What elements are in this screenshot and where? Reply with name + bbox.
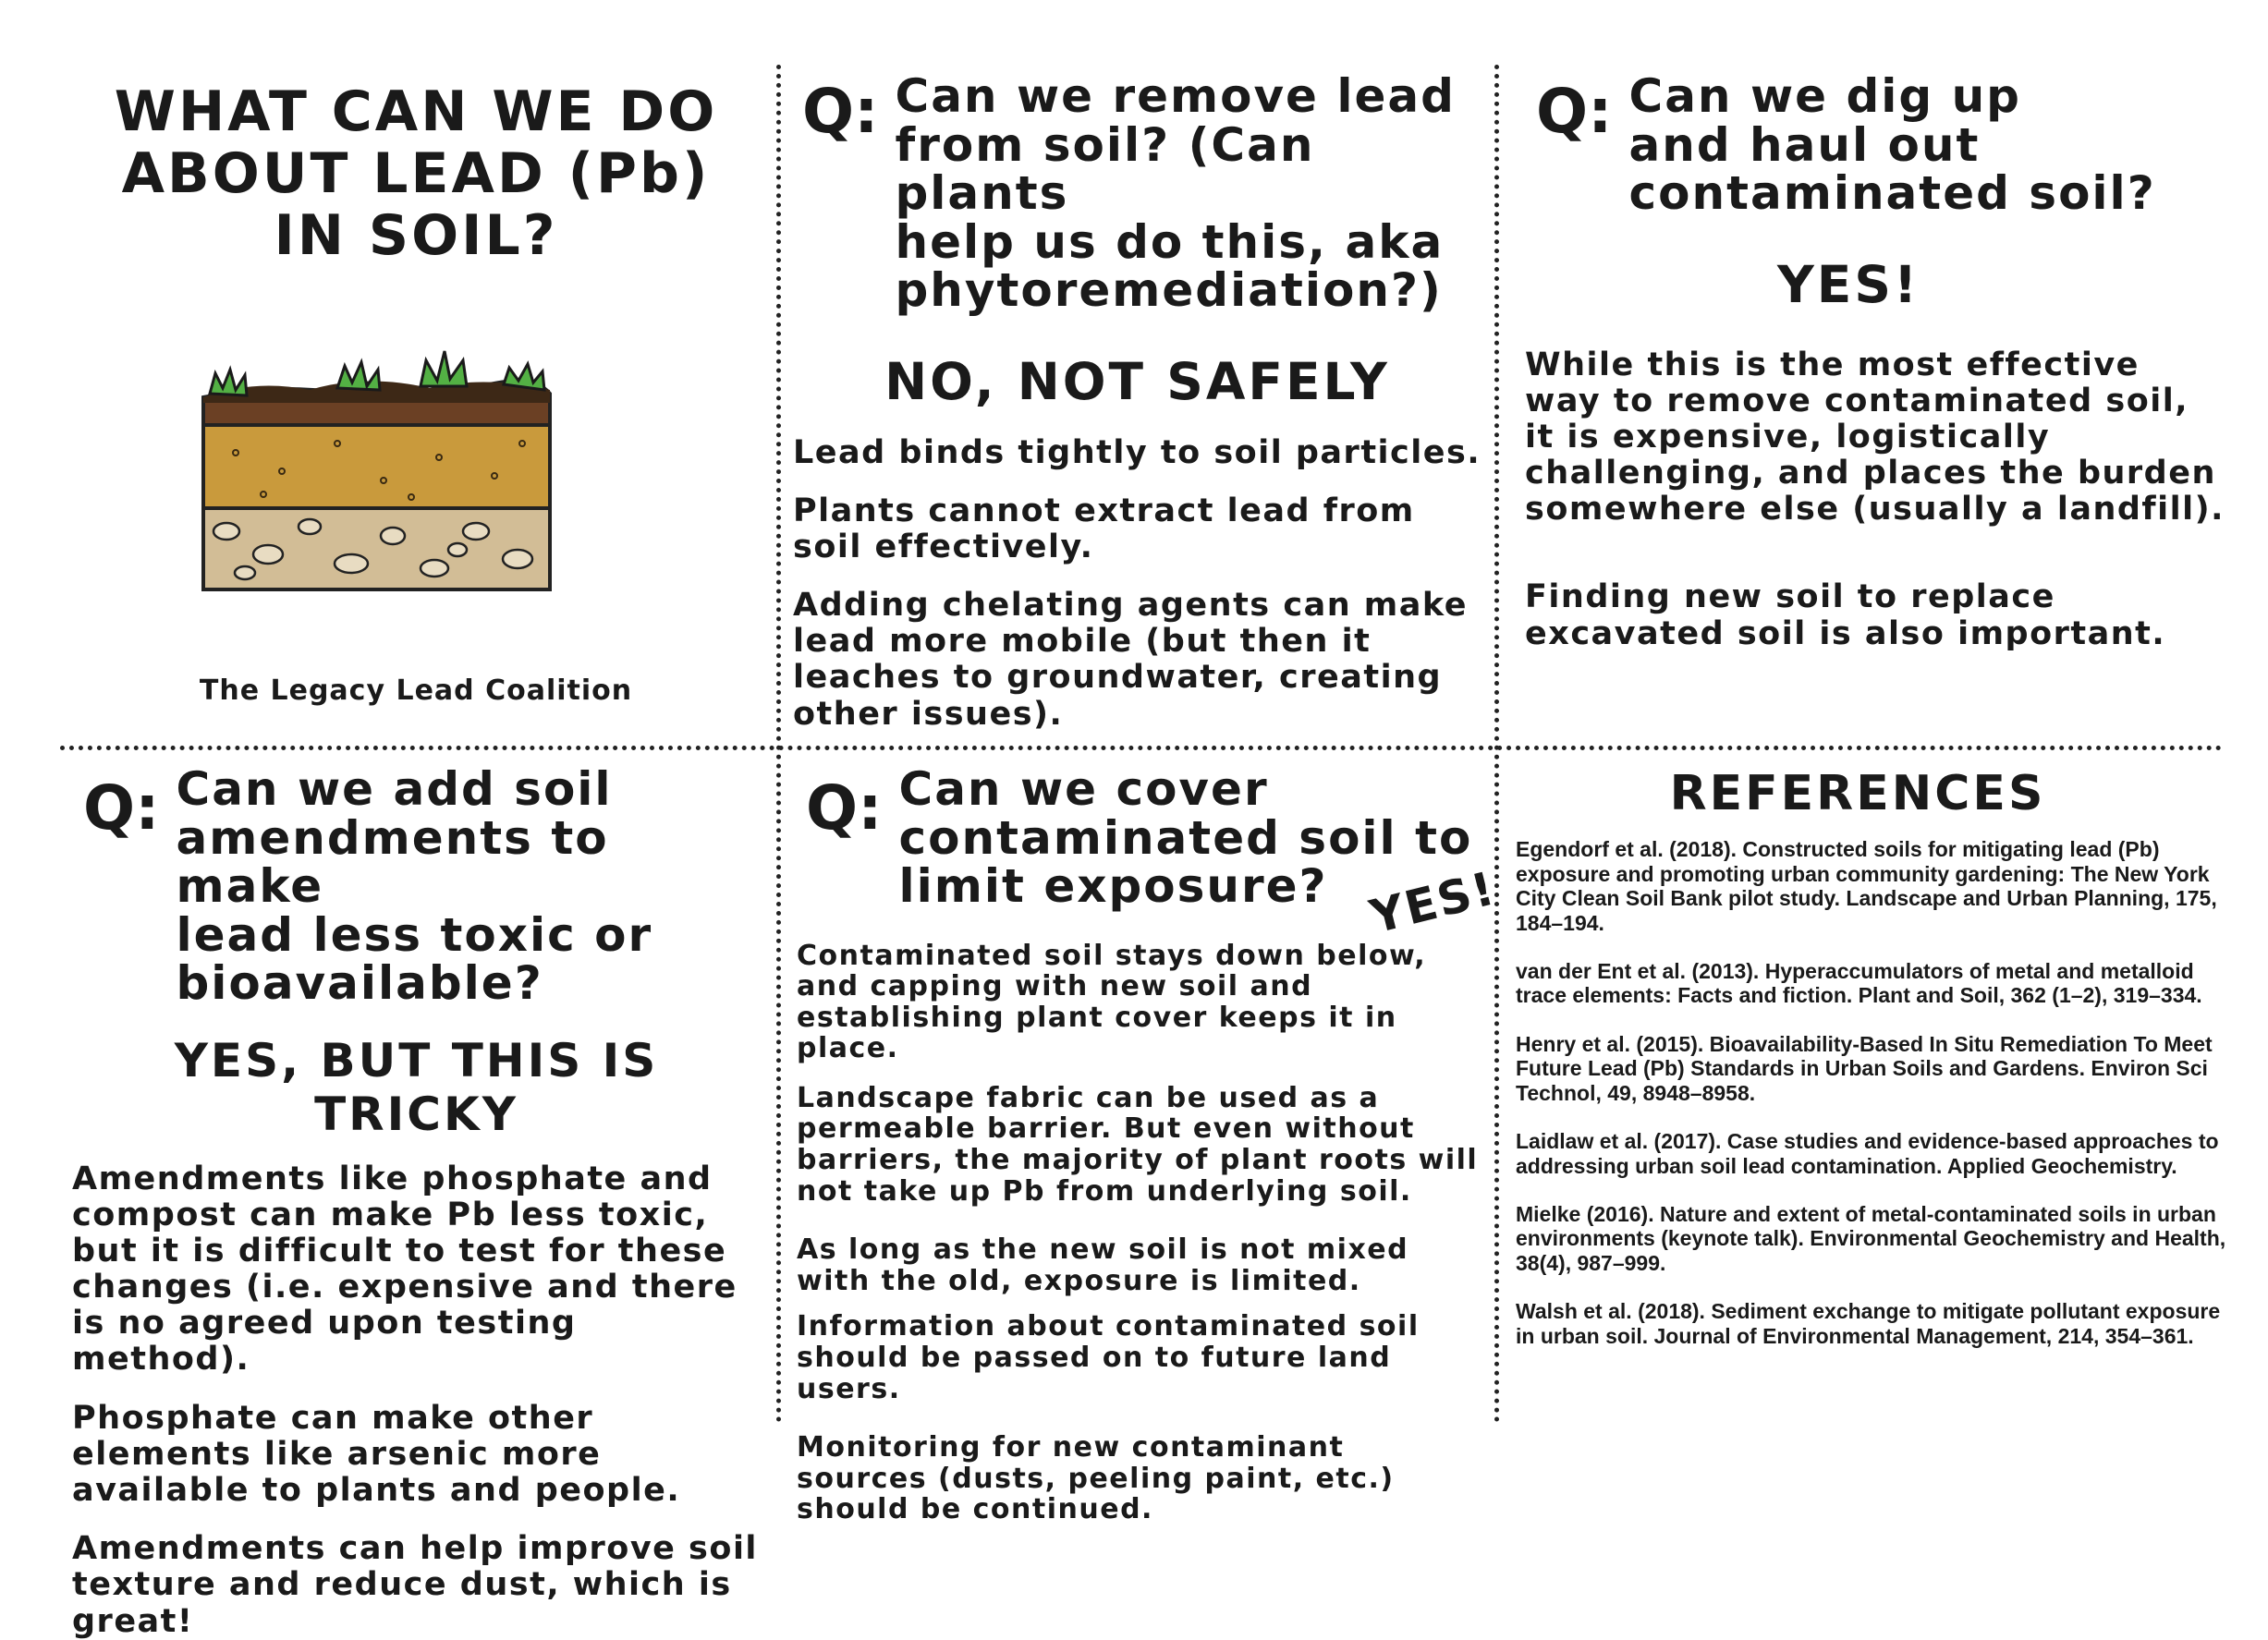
panel-excavation (1525, 69, 2227, 728)
panel-amendments (72, 762, 761, 1640)
answer-body (797, 941, 1485, 1526)
paragraph: Adding chelating agents can make lead more mobile (but then it leaches to groundwater, creating other issues). (793, 587, 1468, 733)
answer-body (72, 1161, 761, 1640)
reference-item: Egendorf et al. (2018). Constructed soils for mitigating lead (Pb) exposure and promoting urban community gardening: The New York City Clean Soil Bank pilot study. Landscape and Urban Planning, 175, 184–194. (1516, 837, 2217, 935)
question-line: and haul out (1628, 117, 1981, 172)
q-label: Q: (83, 772, 160, 844)
question-line: limit exposure? (898, 859, 1328, 913)
reference-item: van der Ent et al. (2013). Hyperaccumulators of metal and metalloid trace elements: Facts and fiction. Plant and Soil, 362 (1–2), 319–334. (1516, 958, 2202, 1008)
paragraph: Landscape fabric can be used as a permeable barrier. But even without barriers, the majority of plant roots will not take up Pb from underlying soil. (797, 1081, 1479, 1208)
question-text (1628, 69, 2156, 220)
paragraph: While this is the most effective way to remove contaminated soil, it is expensive, logistically challenging, and places the burden somewhere else (usually a landfill). (1525, 346, 2225, 528)
answer-stamp: YES! (1365, 861, 1502, 944)
answer-body (1525, 347, 2227, 652)
page-title (65, 81, 767, 268)
q-label: Q: (1536, 76, 1613, 147)
paragraph: Finding new soil to replace excavated soil is also important. (1525, 578, 2166, 652)
paragraph: Amendments can help improve soil texture and reduce dust, which is great! (72, 1530, 758, 1640)
question-text (895, 69, 1482, 317)
question-line: Can we dig up (1628, 69, 2021, 123)
panel-intro (65, 74, 767, 721)
question-line: help us do this, aka (895, 214, 1445, 269)
paragraph: Amendments like phosphate and compost can make Pb less toxic, but it is difficult to test for these changes (i.e. expensive and there is no agreed upon testing method). (72, 1160, 738, 1379)
title-line: WHAT CAN WE DO (114, 79, 718, 144)
paragraph: Contaminated soil stays down below, and capping with new soil and establishing plant cover keeps it in place. (797, 939, 1427, 1065)
paragraph: As long as the new soil is not mixed with the old, exposure is limited. (797, 1233, 1409, 1297)
paragraph: Plants cannot extract lead from soil effectively. (793, 492, 1415, 565)
question-block (1536, 69, 2227, 220)
title-line: IN SOIL? (274, 203, 558, 269)
title-line: ABOUT LEAD (Pb) (121, 141, 711, 207)
question-line: contaminated soil to (898, 810, 1473, 865)
credit-text: The Legacy Lead Coalition (199, 674, 633, 707)
reference-item: Henry et al. (2015). Bioavailability-Based In Situ Remediation To Meet Future Lead (Pb) Standards in Urban Soils and Gardens. Environ Sci Technol, 49, 8948–8958. (1516, 1031, 2213, 1105)
question-line: from soil? (Can plants (895, 117, 1315, 220)
panel-capping (797, 762, 1502, 1526)
question-block (802, 69, 1482, 317)
paragraph: Monitoring for new contaminant sources (dusts, peeling paint, etc.) should be continued. (797, 1431, 1395, 1526)
reference-item: Walsh et al. (2018). Sediment exchange to mitigate pollutant exposure in urban soil. Journal of Environmental Management, 214, 354–361. (1516, 1299, 2221, 1348)
references-title: REFERENCES (1669, 766, 2046, 821)
panel-references (1516, 767, 2227, 1451)
q-label: Q: (806, 772, 883, 844)
divider-horizontal (60, 746, 2223, 750)
reference-list (1516, 837, 2227, 1348)
paragraph: Lead binds tightly to soil particles. (793, 433, 1482, 471)
question-line: amendments to make (176, 810, 609, 913)
question-line: bioavailable? (176, 956, 543, 1010)
paragraph: Information about contaminated soil should be passed on to future land users. (797, 1310, 1420, 1405)
question-line: phytoremediation?) (895, 263, 1443, 317)
question-block (83, 762, 761, 1010)
q-label: Q: (802, 76, 879, 147)
answer-heading: NO, NOT SAFELY (884, 351, 1390, 411)
soil-layers-icon (199, 342, 555, 601)
question-line: Can we add soil (176, 762, 613, 816)
panel-phytoremediation (793, 69, 1482, 733)
question-line: lead less toxic or (176, 907, 653, 962)
paragraph: Phosphate can make other elements like arsenic more available to plants and people. (72, 1399, 681, 1509)
answer-heading: YES, BUT THIS IS TRICKY (174, 1033, 659, 1141)
answer-heading: YES! (1776, 254, 1920, 314)
divider-vertical-left (776, 65, 781, 1423)
question-line: Can we remove lead (895, 69, 1456, 123)
question-line: Can we cover (898, 762, 1269, 816)
reference-item: Mielke (2016). Nature and extent of metal-contaminated soils in urban environments (keynote talk). Environmental Geochemistry and Health, 38(4), 987–999. (1516, 1202, 2226, 1275)
answer-body (793, 435, 1482, 733)
question-text (176, 762, 762, 1010)
divider-vertical-right (1494, 65, 1499, 1423)
reference-item: Laidlaw et al. (2017). Case studies and evidence-based approaches to addressing urban soil lead contamination. Applied Geochemistry. (1516, 1129, 2219, 1178)
question-line: contaminated soil? (1628, 166, 2156, 220)
